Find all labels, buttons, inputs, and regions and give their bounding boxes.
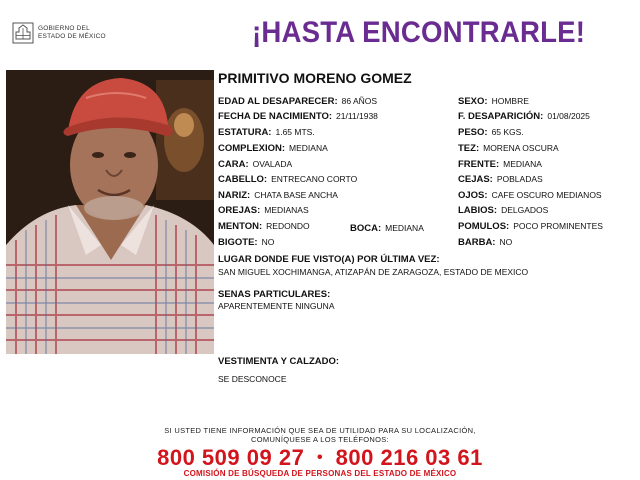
field-label: NARIZ: bbox=[218, 190, 251, 201]
field-value: DELGADOS bbox=[501, 205, 549, 215]
field-value: HOMBRE bbox=[491, 96, 529, 106]
field-value: CAFE OSCURO MEDIANOS bbox=[491, 190, 602, 200]
field-value: 21/11/1938 bbox=[336, 111, 378, 121]
phone-separator: • bbox=[316, 449, 324, 466]
field-frente bbox=[458, 159, 542, 170]
last-seen-value: SAN MIGUEL XOCHIMANGA, ATIZAPÁN DE ZARAGOZA, ESTADO DE MEXICO bbox=[218, 267, 529, 277]
field-value: 65 KGS. bbox=[491, 127, 524, 137]
field-label: CABELLO: bbox=[218, 174, 268, 185]
field-value: CHATA BASE ANCHA bbox=[254, 190, 338, 200]
field-menton bbox=[218, 221, 310, 232]
field-label: CEJAS: bbox=[458, 174, 493, 185]
field-value: MORENA OSCURA bbox=[483, 143, 559, 153]
phone-2[interactable]: 800 216 03 61 bbox=[335, 445, 483, 470]
field-value: OVALADA bbox=[252, 159, 293, 169]
field-barba bbox=[458, 237, 512, 248]
field-value: MEDIANAS bbox=[264, 205, 309, 215]
commission-label: COMISIÓN DE BÚSQUEDA DE PERSONAS DEL ESTADO DE MÉXICO bbox=[183, 469, 457, 478]
last-seen-label: LUGAR DONDE FUE VISTO(A) POR ÚLTIMA VEZ: bbox=[218, 254, 440, 265]
field-value: MEDIANA bbox=[385, 223, 424, 233]
field-edad bbox=[218, 96, 377, 107]
field-nariz bbox=[218, 190, 338, 201]
field-pomulos bbox=[458, 221, 603, 232]
person-photo bbox=[6, 70, 214, 354]
field-value: MEDIANA bbox=[503, 159, 542, 169]
field-label: CARA: bbox=[218, 159, 249, 170]
field-label: PESO: bbox=[458, 127, 488, 138]
field-cara bbox=[218, 159, 292, 170]
field-label: MENTON: bbox=[218, 221, 263, 232]
field-value: MEDIANA bbox=[289, 143, 328, 153]
phone-numbers bbox=[0, 445, 640, 471]
field-label: FECHA DE NACIMIENTO: bbox=[218, 111, 332, 122]
field-fecha-nacimiento bbox=[218, 111, 378, 122]
field-label: OREJAS: bbox=[218, 205, 261, 216]
field-boca bbox=[350, 223, 424, 234]
field-label: POMULOS: bbox=[458, 221, 510, 232]
field-value: NO bbox=[499, 237, 513, 247]
field-ojos bbox=[458, 190, 602, 201]
field-value: 86 AÑOS bbox=[341, 96, 378, 106]
field-label: EDAD AL DESAPARECER: bbox=[218, 96, 338, 107]
clothing-label: VESTIMENTA Y CALZADO: bbox=[218, 356, 340, 367]
field-label: FRENTE: bbox=[458, 159, 500, 170]
field-value: 1.65 MTS. bbox=[275, 127, 315, 137]
government-label bbox=[38, 25, 106, 41]
field-cejas bbox=[458, 174, 543, 185]
marks-value: APARENTEMENTE NINGUNA bbox=[218, 301, 335, 311]
field-label: BARBA: bbox=[458, 237, 496, 248]
field-tez bbox=[458, 143, 559, 154]
gov-line-1: GOBIERNO DEL bbox=[38, 25, 90, 32]
field-labios bbox=[458, 205, 548, 216]
phone-1[interactable]: 800 509 09 27 bbox=[157, 445, 305, 470]
field-label: BOCA: bbox=[350, 223, 382, 234]
person-name: PRIMITIVO MORENO GOMEZ bbox=[218, 70, 412, 86]
field-fecha-desaparicion bbox=[458, 111, 590, 122]
field-complexion bbox=[218, 143, 328, 154]
field-value: POCO PROMINENTES bbox=[513, 221, 603, 231]
field-label: F. DESAPARICIÓN: bbox=[458, 111, 544, 122]
field-label: OJOS: bbox=[458, 190, 488, 201]
field-cabello bbox=[218, 174, 357, 185]
field-label: BIGOTE: bbox=[218, 237, 258, 248]
field-estatura bbox=[218, 127, 315, 138]
field-label: TEZ: bbox=[458, 143, 480, 154]
field-orejas bbox=[218, 205, 309, 216]
field-value: NO bbox=[261, 237, 275, 247]
clothing-value: SE DESCONOCE bbox=[218, 374, 287, 384]
field-label: SEXO: bbox=[458, 96, 488, 107]
info-line-1: SI USTED TIENE INFORMACIÓN QUE SEA DE UTILIDAD PARA SU LOCALIZACIÓN, bbox=[164, 426, 476, 435]
field-bigote bbox=[218, 237, 274, 248]
state-seal-icon bbox=[12, 22, 34, 44]
field-peso bbox=[458, 127, 524, 138]
field-value: 01/08/2025 bbox=[547, 111, 590, 121]
marks-label: SENAS PARTICULARES: bbox=[218, 289, 331, 300]
field-label: COMPLEXION: bbox=[218, 143, 286, 154]
headline: ¡HASTA ENCONTRARLE! bbox=[252, 16, 586, 49]
field-value: ENTRECANO CORTO bbox=[271, 174, 358, 184]
field-sexo bbox=[458, 96, 529, 107]
field-label: LABIOS: bbox=[458, 205, 498, 216]
gov-line-2: ESTADO DE MÉXICO bbox=[38, 33, 106, 40]
field-value: POBLADAS bbox=[496, 174, 543, 184]
field-label: ESTATURA: bbox=[218, 127, 272, 138]
field-value: REDONDO bbox=[266, 221, 310, 231]
info-line-2: COMUNÍQUESE A LOS TELÉFONOS: bbox=[251, 435, 389, 444]
